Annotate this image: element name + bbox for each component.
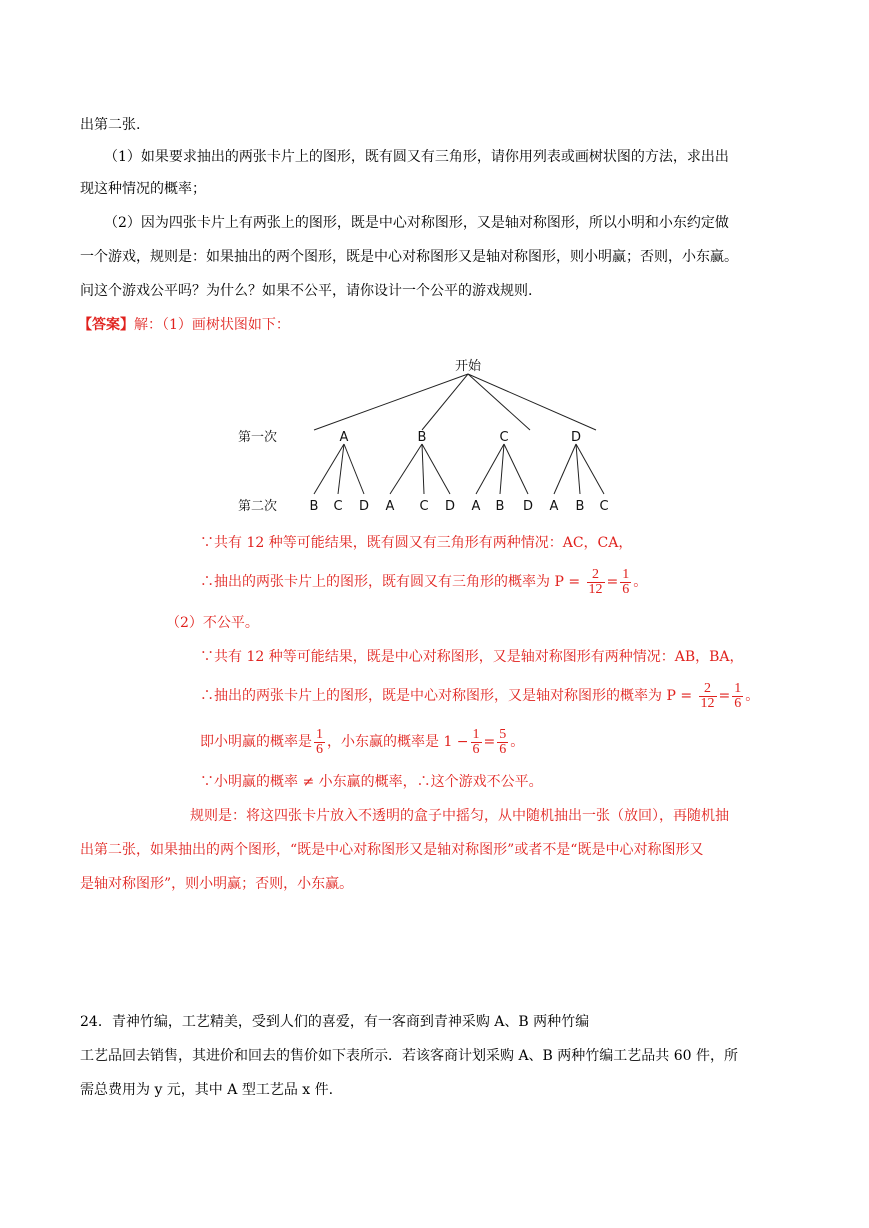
fraction-1-over-6 bbox=[732, 682, 743, 711]
tree-row1-label: 第一次 bbox=[238, 430, 278, 445]
tree-second-node: C bbox=[599, 499, 609, 514]
tree-first-b: B bbox=[417, 430, 427, 445]
tree-second-node: A bbox=[385, 499, 395, 514]
part2-line-2-text: ∴抽出的两张卡片上的图形，既是中心对称图形，又是轴对称图形的概率为 P = bbox=[200, 688, 693, 704]
problem-24-line-1: 24．青神竹编，工艺精美，受到人们的喜爱，有一客商到青神采购 A、B 两种竹编 bbox=[80, 1014, 590, 1030]
part2-line-3: 即小明赢的概率是 $\frac{1}{6}$ ，小东赢的概率是 1 − $\frac{1}{6}$ = $\frac{5}{6}$ 。 bbox=[200, 726, 525, 757]
fraction-1-over-6 bbox=[471, 728, 482, 757]
part1-line-2-text: ∴抽出的两张卡片上的图形，既有圆又有三角形的概率为 P = bbox=[200, 574, 581, 590]
part2-line-3-text-a: 即小明赢的概率是 bbox=[200, 734, 312, 750]
probability-tree-diagram bbox=[230, 348, 630, 520]
part2-line-3-text-b: ，小东赢的概率是 1 − bbox=[327, 734, 469, 750]
tree-second-node: B bbox=[309, 499, 319, 514]
part2-line-2: ∴抽出的两张卡片上的图形，既是中心对称图形，又是轴对称图形的概率为 P = $\frac{2}{12}$ = $\frac{1}{6}$ 。 bbox=[200, 680, 760, 711]
tree-second-node: C bbox=[333, 499, 343, 514]
numerator: 1 bbox=[316, 726, 323, 742]
answer-intro: 解：（1）画树状图如下： bbox=[134, 317, 290, 333]
rule-line-3: 是轴对称图形”，则小明赢；否则，小东赢。 bbox=[80, 876, 354, 892]
tree-second-node: D bbox=[444, 499, 456, 514]
question-2-line-3: 问这个游戏公平吗？为什么？如果不公平，请你设计一个公平的游戏规则. bbox=[80, 283, 533, 299]
numerator: 2 bbox=[699, 682, 717, 697]
tree-first-c: C bbox=[499, 430, 509, 445]
part1-line-2: ∴抽出的两张卡片上的图形，既有圆又有三角形的概率为 P = $\frac{2}{12}$ = $\frac{1}{6}$ 。 bbox=[200, 566, 648, 597]
rule-line-2: 出第二张，如果抽出的两个图形，“既是中心对称图形又是轴对称图形”或者不是“既是中心对称图形又 bbox=[80, 842, 704, 858]
numerator: 1 bbox=[734, 680, 742, 696]
rule-line-1: 规则是：将这四张卡片放入不透明的盒子中摇匀，从中随机抽出一张（放回），再随机抽 bbox=[190, 808, 729, 824]
tree-second-node: B bbox=[495, 499, 505, 514]
answer-tag: 【答案】 bbox=[78, 317, 134, 333]
part2-line-4: ∵小明赢的概率 ≠ 小东赢的概率，∴这个游戏不公平。 bbox=[200, 774, 543, 790]
denominator: 6 bbox=[622, 581, 630, 597]
part2-head: （2）不公平。 bbox=[166, 615, 259, 631]
problem-23-tail: 出第二张. bbox=[80, 117, 141, 133]
tree-edges bbox=[314, 374, 604, 494]
tree-second-node: A bbox=[471, 499, 481, 514]
denominator: 6 bbox=[499, 741, 507, 757]
part1-line-1: ∵共有 12 种等可能结果，既有圆又有三角形有两种情况：AC，CA， bbox=[200, 535, 633, 551]
tree-row2-label: 第二次 bbox=[238, 499, 278, 514]
fraction-2-over-12 bbox=[699, 682, 717, 711]
tree-first-a: A bbox=[339, 430, 349, 445]
part2-line-1: ∵共有 12 种等可能结果，既是中心对称图形，又是轴对称图形有两种情况：AB，BA， bbox=[200, 649, 744, 665]
problem-24-line-2: 工艺品回去销售，其进价和回去的售价如下表所示．若该客商计划采购 A、B 两种竹编工艺品共 60 件，所 bbox=[80, 1048, 739, 1064]
tree-second-node: B bbox=[575, 499, 585, 514]
fraction-5-over-6 bbox=[497, 728, 508, 757]
tree-second-node: D bbox=[358, 499, 370, 514]
answer-header bbox=[78, 315, 290, 335]
denominator: 12 bbox=[700, 695, 715, 711]
question-1-line-2: 现这种情况的概率； bbox=[80, 181, 206, 197]
fraction-1-over-6 bbox=[314, 728, 325, 757]
question-2-line-1: （2）因为四张卡片上有两张上的图形，既是中心对称图形，又是轴对称图形，所以小明和小东约定做 bbox=[104, 215, 729, 231]
denominator: 6 bbox=[734, 695, 742, 711]
problem-24-line-3: 需总费用为 y 元，其中 A 型工艺品 x 件. bbox=[80, 1082, 334, 1098]
fraction-1-over-6 bbox=[620, 568, 631, 597]
tree-second-node: C bbox=[419, 499, 429, 514]
question-2-line-2: 一个游戏，规则是：如果抽出的两个图形，既是中心对称图形又是轴对称图形，则小明赢；否则，小东赢。 bbox=[80, 249, 738, 265]
numerator: 1 bbox=[622, 566, 630, 582]
tree-root: 开始 bbox=[454, 359, 482, 374]
numerator: 1 bbox=[472, 726, 480, 742]
question-1-line-1: （1）如果要求抽出的两张卡片上的图形，既有圆又有三角形，请你用列表或画树状图的方法，求出出 bbox=[104, 149, 729, 165]
tree-second-node: D bbox=[522, 499, 534, 514]
denominator: 6 bbox=[472, 741, 480, 757]
tree-first-d: D bbox=[570, 430, 582, 445]
numerator: 5 bbox=[499, 726, 507, 742]
fraction-2-over-12 bbox=[587, 568, 605, 597]
denominator: 6 bbox=[316, 741, 323, 757]
tree-second-node: A bbox=[549, 499, 559, 514]
denominator: 12 bbox=[588, 581, 603, 597]
numerator: 2 bbox=[587, 568, 605, 583]
